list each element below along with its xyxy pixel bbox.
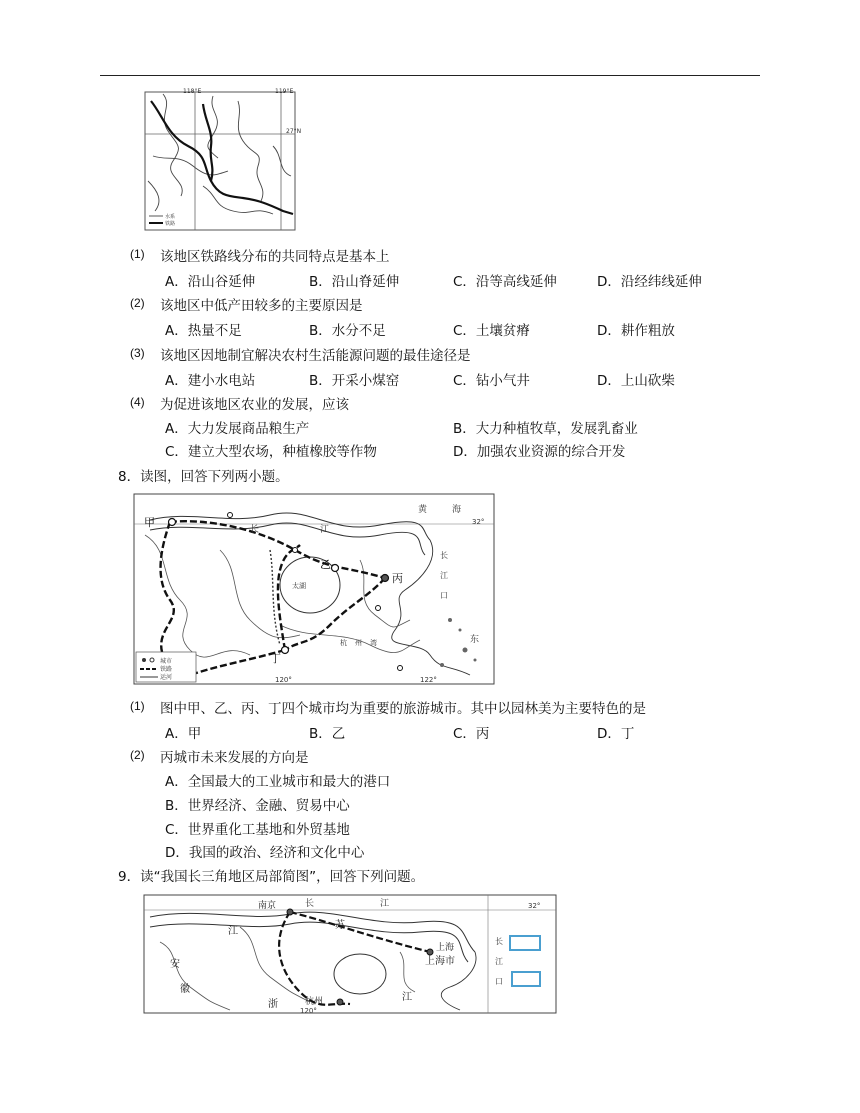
map2-city-jia: 甲 (144, 516, 155, 529)
map2-lon2: 122° (420, 676, 437, 684)
map3-label-shanghai-2: 上海市 (425, 956, 455, 967)
q7-sub1-option-a: A．沿山谷延伸 (165, 274, 256, 290)
q7-sub3-option-a: A．建小水电站 (165, 373, 256, 389)
map2-lat: 32° (472, 518, 485, 526)
map3-label-jiangsu-2: 苏 (335, 920, 345, 931)
map2-legend-city: 城市 (160, 658, 173, 665)
map3-label-jiang2: 江 (402, 992, 412, 1003)
map3-label-jiang: 江 (380, 899, 390, 909)
map3-label-anhui-2: 徽 (180, 984, 190, 995)
q9-title: 9．读“我国长三角地区局部简图”，回答下列问题。 (118, 869, 425, 885)
map2-legend-canal: 运河 (160, 674, 173, 681)
map-figure-3 (140, 892, 560, 1016)
q8-sub2-option-c: C．世界重化工基地和外贸基地 (165, 822, 350, 838)
q7-sub3-option-d: D．上山砍柴 (597, 373, 675, 389)
q7-sub3-option-b: B．开采小煤窑 (309, 373, 400, 389)
q8-sub2-stem: 丙城市未来发展的方向是 (160, 750, 309, 766)
map3-label-shanghai-1: 上海 (436, 943, 455, 953)
q8-sub1-number: (1) (130, 699, 145, 713)
q8-sub1-stem: 图中甲、乙、丙、丁四个城市均为重要的旅游城市。其中以园林美为主要特色的是 (160, 701, 646, 717)
header-rule (100, 75, 760, 76)
map3-lon: 120° (300, 1007, 317, 1015)
q7-sub1-number: (1) (130, 247, 145, 261)
q7-sub1-option-d: D．沿经纬线延伸 (597, 274, 702, 290)
q8-sub1-option-d: D．丁 (597, 726, 635, 742)
q7-sub4-stem: 为促进该地区农业的发展，应该 (160, 397, 349, 413)
q7-sub4-number: (4) (130, 395, 145, 409)
q7-sub4-option-a: A．大力发展商品粮生产 (165, 421, 310, 437)
map2-label-taihu: 太湖 (292, 582, 306, 590)
map3-label-chang: 长 (305, 899, 315, 909)
q7-sub2-option-b: B．水分不足 (309, 323, 386, 339)
map1-legend-river: 水系 (165, 214, 176, 220)
q7-sub3-stem: 该地区因地制宜解决农村生活能源问题的最佳途径是 (160, 348, 471, 364)
map1-legend-rail: 铁路 (165, 221, 176, 227)
map2-label-hai: 海 (452, 505, 462, 515)
q7-sub2-stem: 该地区中低产田较多的主要原因是 (160, 298, 363, 314)
map2-river-vert-3: 口 (440, 591, 448, 600)
map2-legend-rail: 铁路 (160, 666, 173, 673)
q7-sub4-option-b: B．大力种植牧草，发展乳畜业 (453, 421, 638, 437)
q7-sub1-option-b: B．沿山脊延伸 (309, 274, 400, 290)
map3-lat: 32° (528, 902, 541, 910)
q8-sub1-option-b: B．乙 (309, 726, 346, 742)
map2-label-jiang: 江 (320, 525, 330, 535)
map2-city-yi: 乙 (320, 558, 331, 571)
q8-sub2-option-b: B．世界经济、金融、贸易中心 (165, 798, 350, 814)
map3-label-hangzhou: 杭州 (305, 997, 324, 1007)
map2-city-bing: 丙 (392, 572, 403, 585)
map2-label-chang: 长 (250, 525, 260, 535)
map1-lon-right: 119°E (275, 88, 294, 95)
q7-sub2-number: (2) (130, 296, 145, 310)
map1-lon-left: 118°E (183, 88, 202, 95)
map2-label-huang: 黄 (418, 505, 428, 515)
map3-label-zhe: 浙 (268, 999, 278, 1010)
map2-label-hangzhouwan: 杭州湾 (340, 639, 385, 647)
map2-label-dong: 东 (470, 635, 480, 645)
map3-label-jiangsu-1: 江 (228, 926, 238, 937)
map-figure-2 (130, 490, 498, 688)
q7-sub3-number: (3) (130, 346, 145, 360)
map3-label-nanjing: 南京 (258, 901, 277, 911)
q7-sub1-option-c: C．沿等高线延伸 (453, 274, 557, 290)
map3-river-vert-3: 口 (495, 977, 503, 986)
q8-title: 8．读图，回答下列两小题。 (118, 469, 289, 485)
q8-sub2-option-d: D．我国的政治、经济和文化中心 (165, 845, 365, 861)
map2-city-ding: 丁 (270, 652, 281, 665)
map3-label-anhui-1: 安 (170, 959, 180, 970)
q7-sub1-stem: 该地区铁路线分布的共同特点是基本上 (160, 249, 390, 265)
map3-river-vert-1: 长 (495, 937, 503, 946)
q7-sub2-option-d: D．耕作粗放 (597, 323, 675, 339)
q7-sub3-option-c: C．钻小气井 (453, 373, 530, 389)
q7-sub2-option-a: A．热量不足 (165, 323, 242, 339)
map2-lon1: 120° (275, 676, 292, 684)
q8-sub1-option-a: A．甲 (165, 726, 202, 742)
map3-river-vert-2: 江 (495, 957, 503, 966)
map1-lat: 27°N (286, 128, 302, 135)
map-figure-1 (143, 86, 308, 234)
q7-sub4-option-c: C．建立大型农场，种植橡胶等作物 (165, 444, 377, 460)
q8-sub2-option-a: A．全国最大的工业城市和最大的港口 (165, 774, 391, 790)
map2-river-vert-2: 江 (440, 571, 448, 580)
q8-sub1-option-c: C．丙 (453, 726, 490, 742)
q7-sub2-option-c: C．土壤贫瘠 (453, 323, 530, 339)
q7-sub4-option-d: D．加强农业资源的综合开发 (453, 444, 626, 460)
map2-river-vert-1: 长 (440, 551, 448, 560)
q8-sub2-number: (2) (130, 748, 145, 762)
